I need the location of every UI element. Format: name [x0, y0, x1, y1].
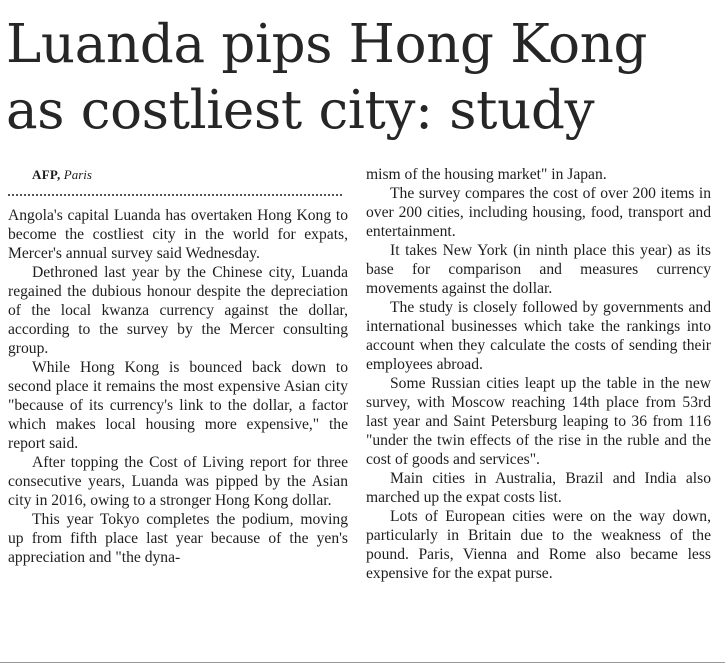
paragraph-2: Dethroned last year by the Chinese city, Luanda regained the dubious honour despite the depreciation of the local kwanza currency against the dollar, according to the survey by the Mercer consulting group. [8, 264, 348, 357]
byline-agency: AFP, [32, 167, 61, 182]
paragraph-7: It takes New York (in ninth place this year) as its base for comparison and measures currency movements against the dollar. [366, 242, 711, 297]
paragraph-8: The study is closely followed by governments and international businesses which take the rankings into account when they calculate the costs of sending their employees abroad. [366, 299, 711, 373]
paragraph-5-start: This year Tokyo completes the podium, moving up from fifth place last year because of the yen's appreciation and "the dyna- [8, 511, 348, 566]
column-right [366, 165, 711, 583]
column-left [8, 165, 348, 567]
article-body [8, 165, 710, 645]
paragraph-4: After topping the Cost of Living report for three consecutive years, Luanda was pipped by the Asian city in 2016, owing to a stronger Hong Kong dollar. [8, 454, 348, 509]
headline [6, 12, 718, 144]
paragraph-5-end: mism of the housing market" in Japan. [366, 166, 607, 183]
bottom-rule [0, 662, 725, 663]
paragraph-10: Main cities in Australia, Brazil and India also marched up the expat costs list. [366, 470, 711, 506]
byline-place: Paris [63, 167, 92, 182]
paragraph-1: Angola's capital Luanda has overtaken Hong Kong to become the costliest city in the world for expats, Mercer's annual survey said Wednesday. [8, 207, 348, 262]
byline [8, 165, 348, 184]
byline-divider [8, 184, 342, 196]
paragraph-3: While Hong Kong is bounced back down to second place it remains the most expensive Asian city "because of its currency's link to the dollar, a factor which makes local housing more expensive," the report said. [8, 359, 348, 452]
paragraph-9: Some Russian cities leapt up the table in the new survey, with Moscow reaching 14th place from 53rd last year and Saint Petersburg leaping to 36 from 116 "under the twin effects of the rise in the ruble and the cost of goods and services". [366, 375, 711, 468]
headline-line-1: Luanda pips Hong Kong [6, 14, 648, 75]
headline-line-2: as costliest city: study [6, 80, 595, 141]
paragraph-6: The survey compares the cost of over 200 items in over 200 cities, including housing, food, transport and entertainment. [366, 185, 711, 240]
paragraph-11: Lots of European cities were on the way down, particularly in Britain due to the weakness of the pound. Paris, Vienna and Rome also became less expensive for the expat purse. [366, 508, 711, 582]
